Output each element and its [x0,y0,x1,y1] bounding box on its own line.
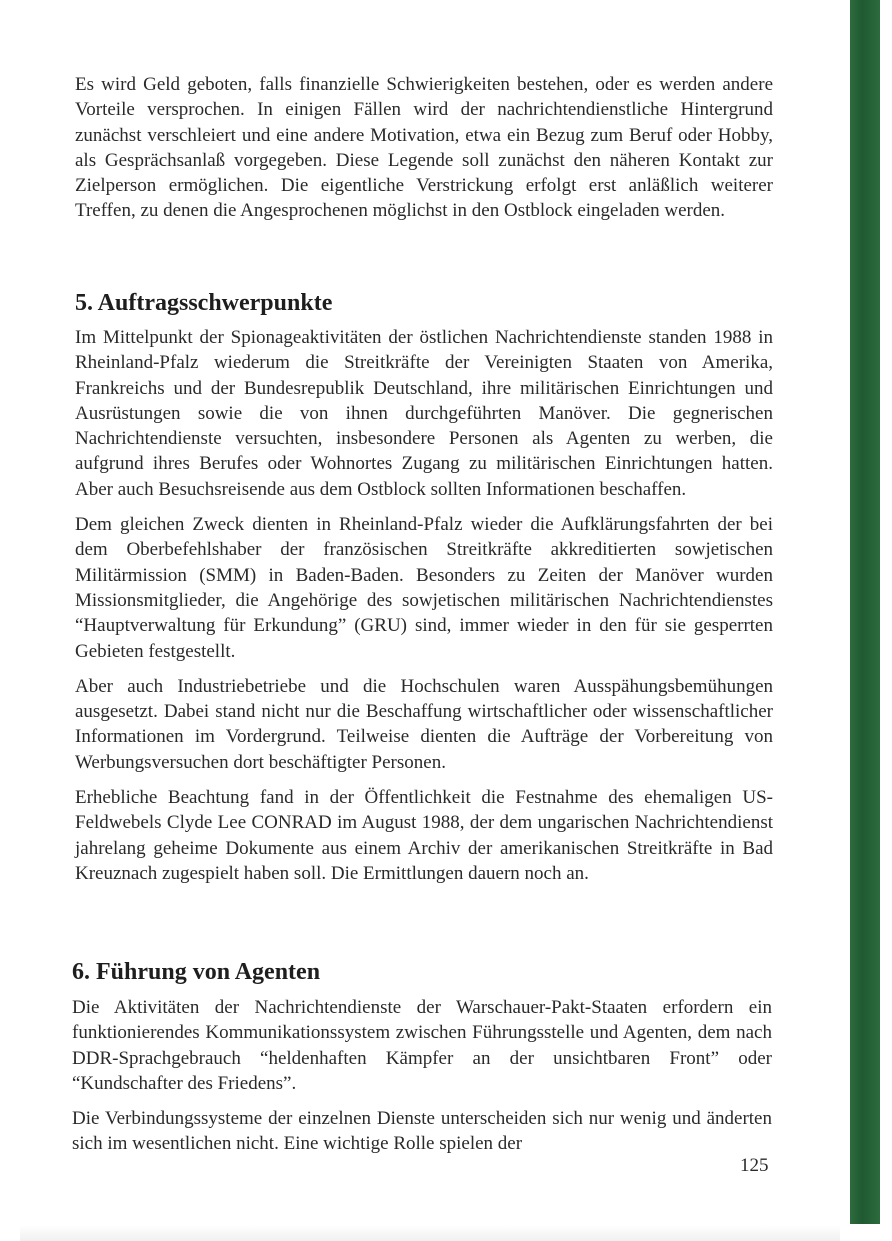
section-5-paragraph: Erhebliche Beachtung fand in der Öffentlichkeit die Festnahme des ehemaligen US-Feldwebels Clyde Lee CONRAD im August 1988, der dem ungarischen Nachrichtendienst jahrelang geheime Dokumente aus einem Archiv der amerikanischen Streitkräfte in Bad Kreuznach zugespielt haben soll. Die Ermittlungen dauern noch an. [75,787,773,884]
section-5-body [75,325,773,896]
section-6-body [72,995,772,1167]
section-5-heading: 5. Auftragsschwerpunkte [75,290,333,316]
section-5-paragraph: Aber auch Industriebetriebe und die Hochschulen waren Ausspähungsbemühungen ausgesetzt. Dabei stand nicht nur die Beschaffung wirtschaftlicher oder wissenschaftlicher Informationen im Vordergrund. Teilweise dienten die Aufträge der Vorbereitung von Werbungsversuchen dort beschäftigter Personen. [75,675,773,773]
section-5-paragraph: Im Mittelpunkt der Spionageaktivitäten der östlichen Nachrichtendienste standen 1988 in Rheinland-Pfalz wiederum die Streitkräfte der Vereinigten Staaten von Amerika, Frankreichs und der Bundesrepublik Deutschland, ihre militärischen Einrichtungen und Ausrüstungen sowie die von ihnen durchgeführten Manöver. Die gegnerischen Nachrichtendienste versuchten, insbesondere Personen als Agenten zu werben, die aufgrund ihres Berufes oder Wohnortes Zugang zu militärischen Einrichtungen hatten. Aber auch Besuchsreisende aus dem Ostblock sollten Informationen beschaffen. [75,327,773,500]
intro-paragraph: Es wird Geld geboten, falls finanzielle Schwierigkeiten bestehen, oder es werden andere Vorteile versprochen. In einigen Fällen wird der nachrichtendienstliche Hintergrund zunächst verschleiert und eine andere Motivation, etwa ein Bezug zum Beruf oder Hobby, als Gesprächsanlaß vorgegeben. Diese Legende soll zunächst den näheren Kontakt zur Zielperson ermöglichen. Die eigentliche Verstrickung erfolgt erst anläßlich weiterer Treffen, zu denen die Angesprochenen möglichst in den Ostblock eingeladen werden. [75,74,773,222]
section-5-paragraph: Dem gleichen Zweck dienten in Rheinland-Pfalz wieder die Aufklärungsfahrten der bei dem Oberbefehlshaber der französischen Streitkräfte akkreditierten sowjetischen Militärmission (SMM) in Baden-Baden. Besonders zu Zeiten der Manöver wurden Missionsmitglieder, die Angehörige des sowjetischen militärischen Nachrichtendienstes “Hauptverwaltung für Erkundung” (GRU) sind, immer wieder in den für sie gesperrten Gebieten festgestellt. [75,514,773,662]
section-6-heading: 6. Führung von Agenten [72,959,321,985]
page-number: 125 [740,1155,769,1176]
section-6-paragraph: Die Verbindungssysteme der einzelnen Dienste unterscheiden sich nur wenig und änderten sich im wesentlichen nicht. Eine wichtige Rolle spielen der [72,1108,772,1155]
green-edge-band [850,0,880,1224]
section-6-paragraph: Die Aktivitäten der Nachrichtendienste der Warschauer-Pakt-Staaten erfordern ein funktionierendes Kommunikationssystem zwischen Führungsstelle und Agenten, dem nach DDR-Sprachgebrauch “heldenhaften Kämpfer an der unsichtbaren Front” oder “Kundschafter des Friedens”. [72,997,772,1094]
page-bottom-shadow [20,1225,840,1241]
